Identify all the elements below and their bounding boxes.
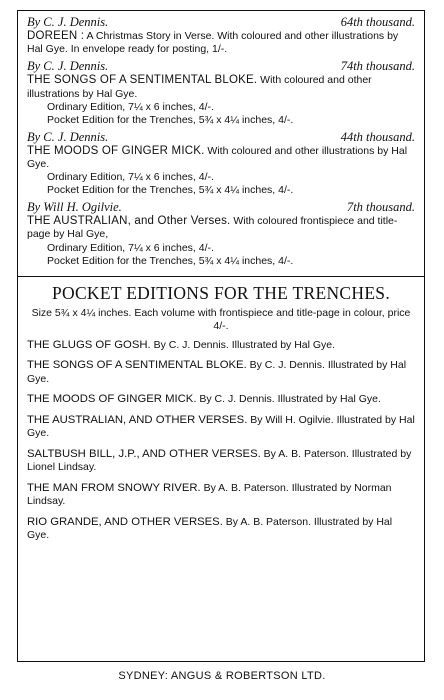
edition-line: Pocket Edition for the Trenches, 5¾ x 4¼ inches, 4/-. <box>47 113 294 126</box>
book-desc: A Christmas Story in Verse. With coloured and other illustrations by Hal Gye. In envelope ready for posting, 1/-. <box>27 30 399 56</box>
pocket-list <box>27 339 415 543</box>
pocket-desc: By C. J. Dennis. Illustrated by Hal Gye. <box>150 338 336 351</box>
pocket-editions-heading: POCKET EDITIONS FOR THE TRENCHES. <box>51 282 391 303</box>
book-entry <box>27 59 415 126</box>
pocket-desc: By A. B. Paterson. Illustrated by Hal Gye. <box>27 515 393 542</box>
author: By C. J. Dennis. <box>27 59 109 74</box>
book-title: THE MOODS OF GINGER MICK. <box>27 144 205 157</box>
book-desc: With coloured frontispiece and title-page by Hal Gye, <box>27 215 398 241</box>
edition-line: Pocket Edition for the Trenches, 5¾ x 4¼ inches, 4/-. <box>47 184 294 197</box>
author: By C. J. Dennis. <box>27 129 109 144</box>
edition-line: Ordinary Edition, 7¼ x 6 inches, 4/-. <box>47 100 214 113</box>
edition-line: Ordinary Edition, 7¼ x 6 inches, 4/-. <box>47 171 214 184</box>
pocket-size-note: Size 5¾ x 4¼ inches. Each volume with frontispiece and title-page in colour, price 4/-. <box>31 306 411 332</box>
book-entry <box>27 130 415 197</box>
edition-count: 7th thousand. <box>346 200 415 215</box>
pocket-item <box>27 359 415 386</box>
book-list <box>27 15 415 268</box>
book-entry <box>27 200 415 267</box>
edition-line: Ordinary Edition, 7¼ x 6 inches, 4/-. <box>47 241 214 254</box>
book-description <box>27 30 415 56</box>
edition-count: 64th thousand. <box>340 15 415 29</box>
byline <box>27 59 415 74</box>
book-description <box>27 145 415 171</box>
pocket-title: THE MAN FROM SNOWY RIVER. <box>27 481 201 494</box>
pocket-desc: By A. B. Paterson. Illustrated by Norman Lindsay. <box>27 481 392 508</box>
pocket-item <box>27 339 415 353</box>
section-divider <box>18 276 424 277</box>
pocket-title: RIO GRANDE, AND OTHER VERSES. <box>27 515 223 528</box>
pocket-item <box>27 516 415 543</box>
book-desc: With coloured and other illustrations by Hal Gye. <box>27 74 372 100</box>
book-description <box>27 215 415 241</box>
author: By Will H. Ogilvie. <box>27 200 122 215</box>
book-title: THE AUSTRALIAN, and Other Verses. <box>27 215 231 228</box>
pocket-title: THE AUSTRALIAN, AND OTHER VERSES. <box>27 413 248 426</box>
edition-count: 44th thousand. <box>340 129 415 144</box>
byline <box>27 200 415 215</box>
pocket-item <box>27 414 415 441</box>
byline <box>27 15 415 30</box>
book-desc: With coloured and other illustrations by Hal Gye. <box>27 144 408 171</box>
advertisement-frame <box>17 10 425 662</box>
publisher-footer: SYDNEY: ANGUS & ROBERTSON LTD. <box>118 670 326 682</box>
pocket-item <box>27 482 415 509</box>
pocket-title: THE MOODS OF GINGER MICK. <box>27 393 197 406</box>
pocket-desc: By C. J. Dennis. Illustrated by Hal Gye. <box>196 393 381 406</box>
edition-count: 74th thousand. <box>340 59 415 74</box>
pocket-title: SALTBUSH BILL, J.P., AND OTHER VERSES. <box>27 447 261 460</box>
book-title: THE SONGS OF A SENTIMENTAL BLOKE. <box>27 74 258 87</box>
author: By C. J. Dennis. <box>27 15 109 29</box>
pocket-item <box>27 448 415 475</box>
pocket-desc: By Will H. Ogilvie. Illustrated by Hal Gye. <box>27 413 415 440</box>
book-description <box>27 74 415 100</box>
pocket-title: THE GLUGS OF GOSH. <box>27 338 151 351</box>
pocket-desc: By A. B. Paterson. Illustrated by Lionel Lindsay. <box>27 447 412 474</box>
pocket-item <box>27 393 415 407</box>
byline <box>27 130 415 145</box>
edition-line: Pocket Edition for the Trenches, 5¾ x 4¼ inches, 4/-. <box>47 254 294 267</box>
book-entry <box>27 15 415 56</box>
pocket-desc: By C. J. Dennis. Illustrated by Hal Gye. <box>27 359 407 385</box>
book-title: DOREEN : <box>27 30 85 42</box>
pocket-title: THE SONGS OF A SENTIMENTAL BLOKE. <box>27 359 247 372</box>
